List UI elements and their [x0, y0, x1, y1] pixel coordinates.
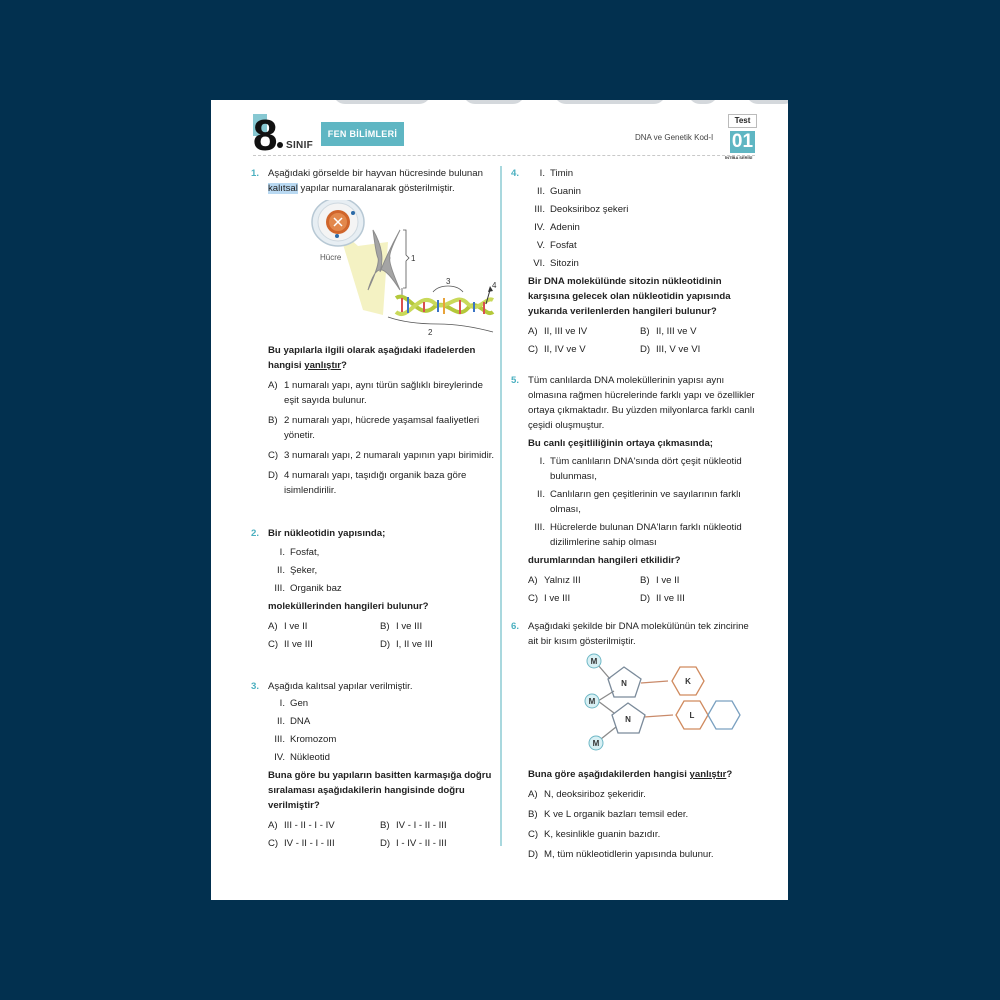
- option-d[interactable]: D) II ve III: [640, 593, 685, 604]
- list-item: II. Guanin: [537, 186, 581, 197]
- option-a[interactable]: A) I ve II: [268, 621, 308, 632]
- worksheet-page: [211, 100, 788, 900]
- question-stem: durumlarından hangileri etkilidir?: [528, 555, 681, 566]
- question-number: 3.: [251, 681, 260, 692]
- option-a[interactable]: A) N, deoksiriboz şekeridir.: [528, 789, 646, 800]
- list-item: VI. Sitozin: [533, 258, 579, 269]
- subject-badge: FEN BİLİMLERİ: [321, 122, 404, 146]
- question-stem: Buna göre bu yapıların basitten karmaşığa doğru sıralaması aşağıdakilerin hangisinde doğru verilmiştir?: [268, 770, 492, 811]
- question-6: [511, 619, 755, 867]
- svg-text:4: 4: [492, 281, 497, 290]
- svg-text:M: M: [590, 657, 598, 666]
- list-item: I. Fosfat,: [279, 547, 320, 558]
- question-intro: Bir nükleotidin yapısında;: [268, 528, 386, 539]
- option-c[interactable]: C) IV - II - I - III: [268, 838, 335, 849]
- list-item: III. Kromozom: [274, 734, 337, 745]
- question-4: [511, 166, 755, 360]
- question-1: [251, 166, 495, 503]
- option-d[interactable]: D) M, tüm nükleotidlerin yapısında bulunur.: [528, 849, 714, 860]
- svg-text:M: M: [588, 697, 596, 706]
- option-a[interactable]: A) 1 numaralı yapı, aynı türün sağlıklı bireylerinde eşit sayıda bulunur.: [268, 380, 483, 406]
- svg-text:1: 1: [411, 254, 416, 263]
- list-item: III. Hücrelerde bulunan DNA'ların farklı nükleotid dizilimlerine sahip olması: [534, 522, 742, 548]
- svg-text:K: K: [685, 677, 691, 686]
- option-b[interactable]: B) II, III ve V: [640, 326, 697, 337]
- series-label: İNTİBA SERİSİ: [725, 155, 753, 160]
- question-lead: Bu canlı çeşitliliğinin ortaya çıkmasında;: [528, 438, 714, 449]
- option-d[interactable]: D) I, II ve III: [380, 639, 433, 650]
- svg-text:N: N: [625, 715, 631, 724]
- list-item: III. Organik baz: [274, 583, 342, 594]
- list-item: I. Gen: [279, 698, 309, 709]
- svg-text:N: N: [621, 679, 627, 688]
- list-item: III. Deoksiriboz şekeri: [534, 204, 629, 215]
- topic-title: DNA ve Genetik Kod-I: [635, 133, 714, 142]
- option-a[interactable]: A) III - II - I - IV: [268, 820, 335, 831]
- option-a[interactable]: A) Yalnız III: [528, 575, 581, 586]
- list-item: IV. Nükleotid: [274, 752, 330, 763]
- svg-text:L: L: [689, 711, 695, 720]
- question-intro: Aşağıdaki şekilde bir DNA molekülünün tek zincirine ait bir kısım gösterilmiştir.: [528, 621, 749, 647]
- question-stem: moleküllerinden hangileri bulunur?: [268, 601, 429, 612]
- list-item: II. Şeker,: [277, 565, 318, 576]
- option-b[interactable]: B) 2 numaralı yapı, hücrede yaşamsal faaliyetleri yönetir.: [268, 415, 480, 441]
- svg-text:3: 3: [446, 277, 451, 286]
- grade-dot: [277, 142, 283, 148]
- question-stem: Buna göre aşağıdakilerden hangisi yanlıştır?: [528, 769, 733, 780]
- option-c[interactable]: C) K, kesinlikle guanin bazıdır.: [528, 829, 661, 840]
- list-item: II. DNA: [277, 716, 311, 727]
- highlighted-word[interactable]: kalıtsal: [268, 183, 298, 194]
- browser-tab-shadows: [211, 100, 788, 106]
- question-number: 2.: [251, 528, 260, 539]
- question-intro: Aşağıda kalıtsal yapılar verilmiştir.: [268, 681, 413, 692]
- test-label: Test: [728, 114, 757, 128]
- option-c[interactable]: C) II, IV ve V: [528, 344, 586, 355]
- option-d[interactable]: D) 4 numaralı yapı, taşıdığı organik baza göre isimlendirilir.: [268, 470, 467, 496]
- header-divider: [253, 155, 755, 156]
- list-item: I. Timin: [539, 168, 574, 179]
- option-b[interactable]: B) I ve II: [640, 575, 680, 586]
- list-item: I. Tüm canlıların DNA'sında dört çeşit nükleotid bulunması,: [539, 456, 742, 482]
- question-intro: Aşağıdaki görselde bir hayvan hücresinde bulunan kalıtsal yapılar numaralanarak gösterilmiştir.: [268, 168, 483, 194]
- question-number: 5.: [511, 375, 520, 386]
- question-5: [511, 373, 755, 609]
- nucleotide-chain-figure: [528, 653, 755, 753]
- option-c[interactable]: C) II ve III: [268, 639, 313, 650]
- question-intro: Tüm canlılarda DNA moleküllerinin yapısı aynı olmasına rağmen hücrelerinde farklı yapı ve özellikler ortaya çıkmaktadır. Bu yüzden milyonlarca farklı canlı çeşidi oluşmuştur.: [528, 375, 755, 431]
- option-a[interactable]: A) II, III ve IV: [528, 326, 588, 337]
- svg-text:2: 2: [428, 328, 433, 335]
- grade-label: SINIF: [286, 140, 314, 151]
- question-2: [251, 526, 495, 655]
- option-b[interactable]: B) K ve L organik bazları temsil eder.: [528, 809, 689, 820]
- grade-number: 8: [253, 111, 278, 160]
- test-number: 01: [731, 131, 754, 152]
- list-item: V. Fosfat: [536, 240, 577, 251]
- cell-label: Hücre: [320, 253, 342, 262]
- option-d[interactable]: D) I - IV - II - III: [380, 838, 447, 849]
- question-number: 6.: [511, 621, 520, 632]
- question-number: 4.: [511, 168, 520, 179]
- list-item: IV. Adenin: [534, 222, 580, 233]
- question-3: [251, 679, 495, 854]
- cell-dna-figure: [268, 200, 495, 335]
- option-b[interactable]: B) I ve III: [380, 621, 423, 632]
- question-number: 1.: [251, 168, 260, 179]
- option-d[interactable]: D) III, V ve VI: [640, 344, 701, 355]
- column-divider: [500, 166, 502, 846]
- option-c[interactable]: C) I ve III: [528, 593, 571, 604]
- list-item: II. Canlıların gen çeşitlerinin ve sayılarının farklı olması,: [537, 489, 741, 515]
- svg-text:M: M: [592, 739, 600, 748]
- option-c[interactable]: C) 3 numaralı yapı, 2 numaralı yapının yapı birimidir.: [268, 450, 495, 461]
- option-b[interactable]: B) IV - I - II - III: [380, 820, 447, 831]
- question-stem: Bir DNA molekülünde sitozin nükleotidinin karşısına gelecek olan nükleotidin yapısında yukarıda verilenlerden hangileri bulunur?: [528, 276, 731, 317]
- question-stem: Bu yapılarla ilgili olarak aşağıdaki ifadelerden hangisi yanlıştır?: [268, 345, 476, 371]
